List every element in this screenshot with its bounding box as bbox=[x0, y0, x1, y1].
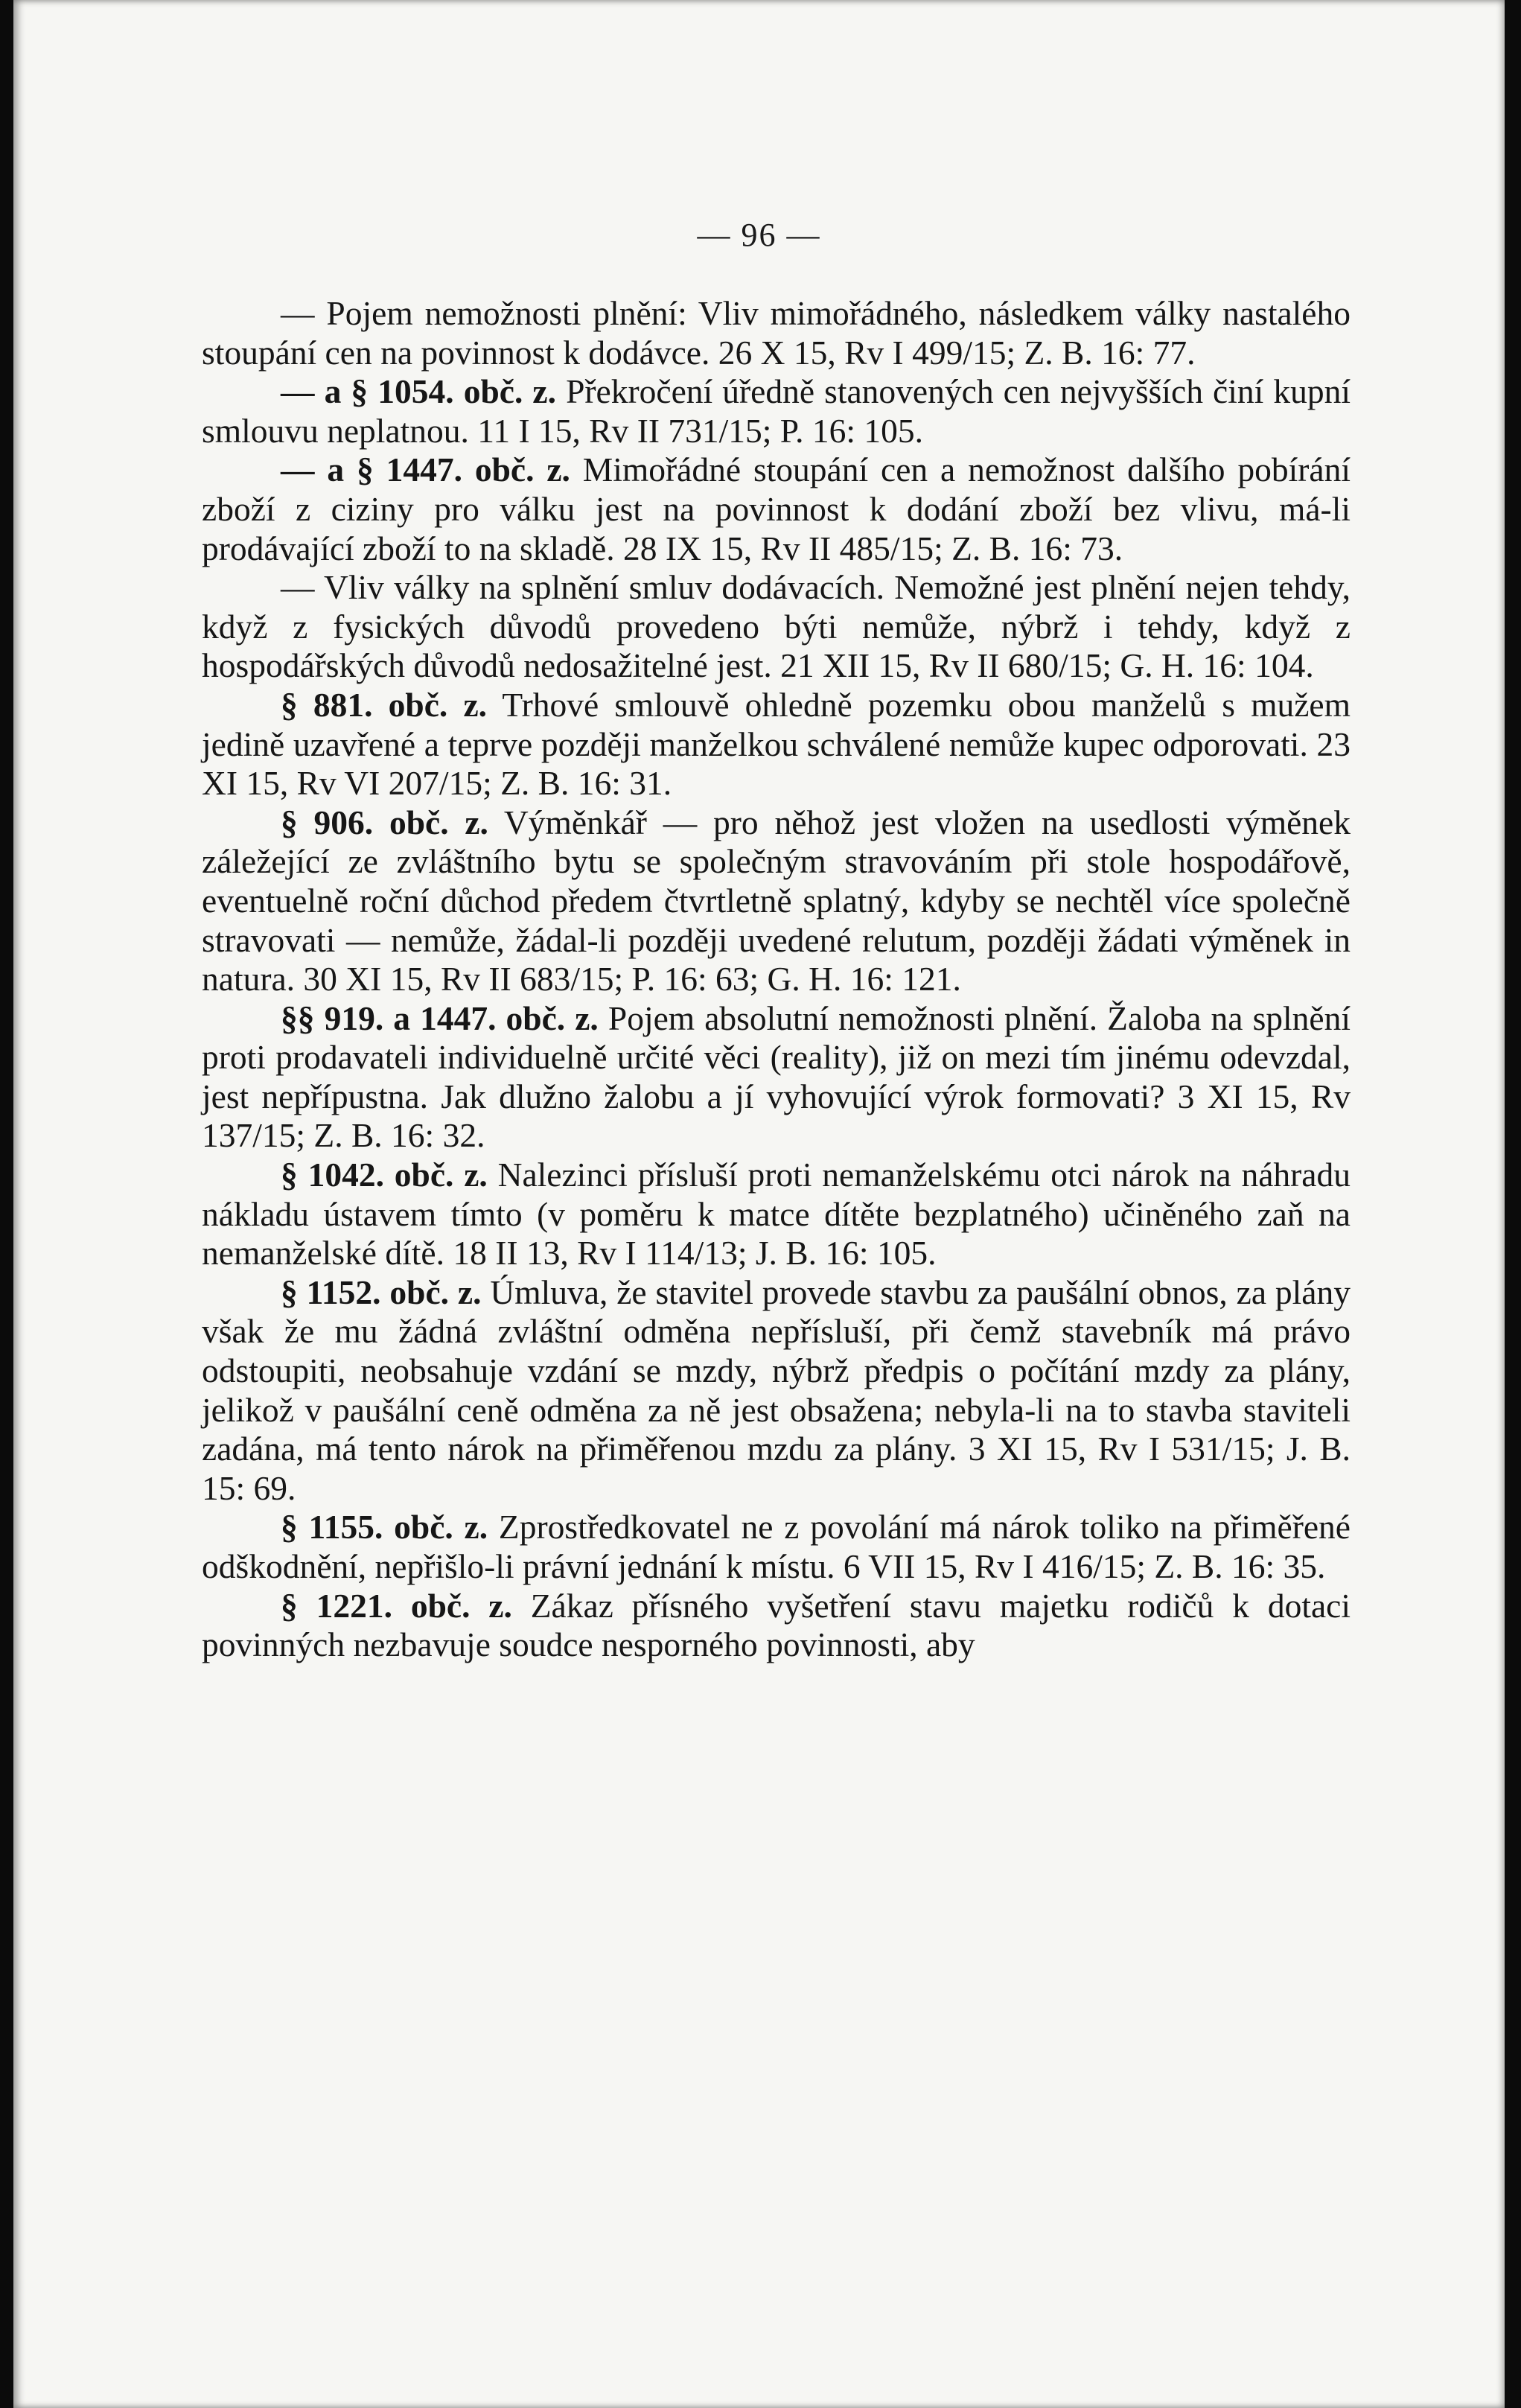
paragraph-9-text: Úmluva, že stavitel provede stavbu za paušální obnos, za plány však že mu žádná zvláštní odměna nepřísluší, při čemž stavebník má právo odstoupiti, neobsahuje vzdání se mzdy, nýbrž předpis o počítání mzdy za plány, jelikož v paušální ceně odměna za ně jest obsažena; nebyla-li na to stavba staviteli zadána, má tento nárok na přiměřenou mzdu za plány. 3 XI 15, Rv I 531/15; J. B. 15: 69. bbox=[202, 1273, 1351, 1507]
paragraph-4 bbox=[202, 568, 1351, 686]
paragraph-11-text: Zákaz přísného vyšetření stavu majetku rodičů k dotaci povinných nezbavuje soudce nesporného povinnosti, aby bbox=[202, 1586, 1351, 1664]
paragraph-7-text: Pojem absolutní nemožnosti plnění. Žaloba na splnění proti prodavateli individuelně určité věci (reality), již on mezi tím jinému odevzdal, jest nepřípustna. Jak dlužno žalobu a jí vyhovující výrok formovati? 3 XI 15, Rv 137/15; Z. B. 16: 32. bbox=[202, 998, 1351, 1155]
paragraph-3 bbox=[202, 450, 1351, 568]
paragraph-8-lead: § 1042. obč. z. bbox=[281, 1156, 488, 1194]
paragraph-9-lead: § 1152. obč. z. bbox=[281, 1273, 482, 1311]
page-number: — 96 — bbox=[697, 217, 821, 253]
paragraph-6-lead: § 906. obč. z. bbox=[281, 803, 488, 841]
paragraph-10 bbox=[202, 1508, 1351, 1586]
paragraph-5-text: Trhové smlouvě ohledně pozemku obou manželů s mužem jedině uzavřené a teprve později manželkou schválené nemůže kupec odporovati. 23 XI 15, Rv VI 207/15; Z. B. 16: 31. bbox=[202, 685, 1351, 803]
paragraph-2 bbox=[202, 372, 1351, 450]
paragraph-9 bbox=[202, 1273, 1351, 1509]
paragraph-5 bbox=[202, 686, 1351, 803]
page-text bbox=[202, 294, 1351, 1665]
book-page bbox=[13, 0, 1505, 2408]
paragraph-10-text: Zprostředkovatel ne z povolání má nárok toliko na přiměřené odškodnění, nepřišlo-li právní jednání k místu. 6 VII 15, Rv I 416/15; Z. B. 16: 35. bbox=[202, 1508, 1351, 1585]
paragraph-2-lead: — a § 1054. obč. z. bbox=[281, 372, 556, 411]
paragraph-6-text: Výměnkář — pro něhož jest vložen na usedlosti výměnek záležející ze zvláštního bytu se společným stravováním při stole hospodářově, eventuelně roční důchod předem čtvrtletně splatný, kdyby se nechtěl více společně stravovati — nemůže, žádal-li později uvedené relutum, později žádati výměnek in natura. 30 XI 15, Rv II 683/15; P. 16: 63; G. H. 16: 121. bbox=[202, 803, 1351, 998]
paragraph-7 bbox=[202, 999, 1351, 1156]
paragraph-1-text: — Pojem nemožnosti plnění: Vliv mimořádného, následkem války nastalého stoupání cen na povinnost k dodávce. 26 X 15, Rv I 499/15; Z. B. 16: 77. bbox=[202, 294, 1351, 372]
paragraph-11-lead: § 1221. obč. z. bbox=[281, 1586, 512, 1625]
paragraph-2-text: Překročení úředně stanovených cen nejvyšších činí kupní smlouvu neplatnou. 11 I 15, Rv II 731/15; P. 16: 105. bbox=[202, 372, 1351, 450]
paragraph-6 bbox=[202, 803, 1351, 999]
paragraph-5-lead: § 881. obč. z. bbox=[281, 685, 488, 724]
paragraph-11 bbox=[202, 1587, 1351, 1665]
paragraph-8 bbox=[202, 1156, 1351, 1273]
paragraph-3-text: Mimořádné stoupání cen a nemožnost dalšího pobírání zboží z ciziny pro válku jest na povinnost k dodání zboží bez vlivu, má-li prodávající zboží to na skladě. 28 IX 15, Rv II 485/15; Z. B. 16: 73. bbox=[202, 450, 1351, 567]
paragraph-10-lead: § 1155. obč. z. bbox=[281, 1508, 488, 1547]
paragraph-4-text: — Vliv války na splnění smluv dodávacích. Nemožné jest plnění nejen tehdy, když z fysických důvodů provedeno býti nemůže, nýbrž i tehdy, když z hospodářských důvodů nedosažitelné jest. 21 XII 15, Rv II 680/15; G. H. 16: 104. bbox=[202, 568, 1351, 685]
paragraph-7-lead: §§ 919. a 1447. obč. z. bbox=[281, 998, 599, 1037]
paragraph-8-text: Nalezinci přísluší proti nemanželskému otci nárok na náhradu nákladu ústavem tímto (v poměru k matce dítěte bezplatného) učiněného zaň na nemanželské dítě. 18 II 13, Rv I 114/13; J. B. 16: 105. bbox=[202, 1156, 1351, 1273]
paragraph-3-lead: — a § 1447. obč. z. bbox=[281, 450, 570, 489]
paragraph-1 bbox=[202, 294, 1351, 372]
